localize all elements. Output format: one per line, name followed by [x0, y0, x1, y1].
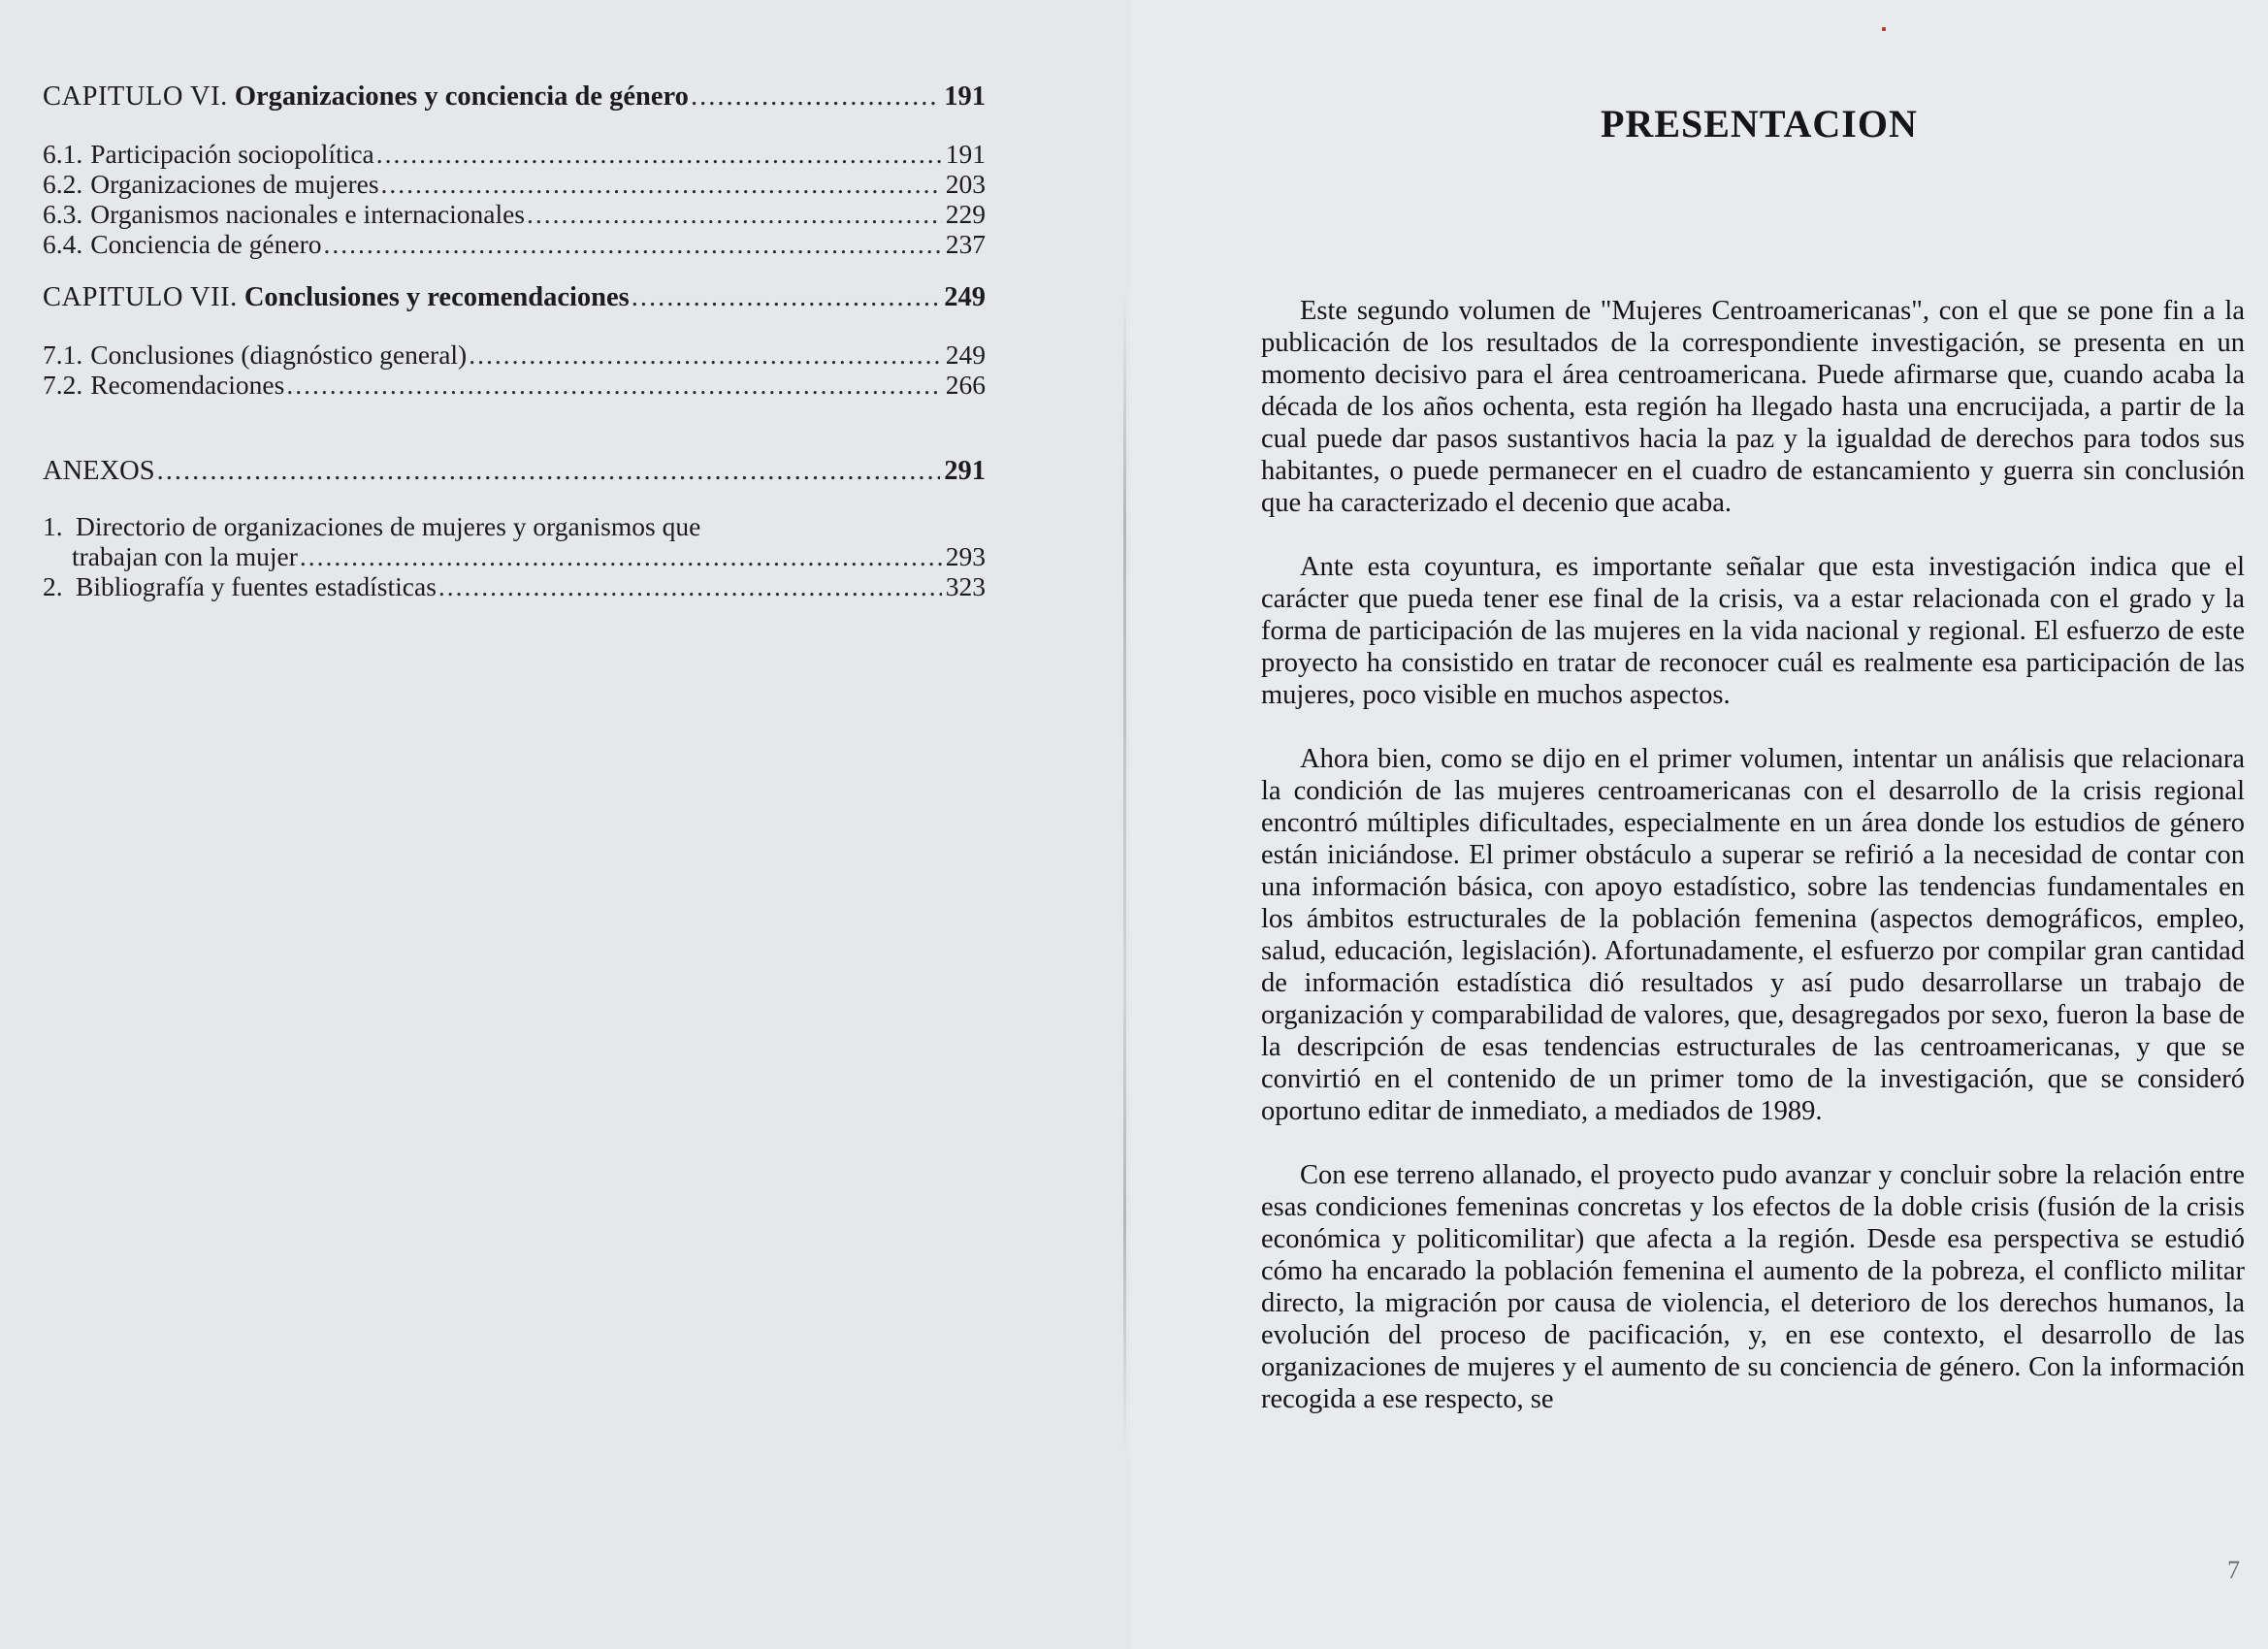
entry-title: Directorio de organizaciones de mujeres y organismos que — [76, 511, 701, 541]
toc-chapter-6 — [43, 81, 986, 112]
dot-leader — [632, 282, 941, 312]
page-ref: 229 — [945, 199, 986, 229]
dot-leader — [381, 169, 942, 199]
toc-annex — [43, 456, 986, 486]
entry-number: 7.1. — [43, 340, 83, 370]
entry-number: 6.1. — [43, 139, 83, 169]
page-ref: 323 — [945, 571, 986, 601]
paragraph: Ahora bien, como se dijo en el primer volumen, intentar un análisis que relacionara la condición de las mujeres centroamericanas con el desarrollo de la crisis regional encontró múltiples dificultades, especialmente en un área donde los estudios de género están iniciándose. El primer obstáculo a superar se refirió a la necesidad de contar con una información básica, con apoyo estadístico, sobre las tendencias fundamentales en los ámbitos estructurales de la población femenina (aspectos demográficos, empleo, salud, educación, legislación). Afortunadamente, el esfuerzo por compilar gran cantidad de información estadística dió resultados y así pudo desarrollarse un trabajo de organización y comparabilidad de valores, que, desagregados por sexo, fueron la base de la descripción de esas tendencias estructurales de las centroamericanas, y que se convirtió en el contenido de un primer tomo de la investigación, que se consideró oportuno editar de inmediato, a mediados de 1989. — [1261, 744, 2245, 1126]
entry-title: Participación sociopolítica — [90, 139, 374, 169]
entry-number: 2. — [43, 571, 63, 601]
entry-title: Organismos nacionales e internacionales — [90, 199, 525, 229]
annex-title: ANEXOS — [43, 456, 155, 486]
book-gutter — [1123, 291, 1126, 1455]
entry-number: 6.4. — [43, 229, 83, 259]
entry-title: Conclusiones (diagnóstico general) — [90, 340, 468, 370]
dot-leader — [300, 541, 942, 571]
chapter-title: Conclusiones y recomendaciones — [243, 282, 630, 312]
dot-leader — [469, 340, 942, 370]
page-ref: 249 — [945, 340, 986, 370]
chapter-prefix: CAPITULO VI. — [43, 81, 228, 112]
dot-leader — [438, 571, 942, 601]
print-speck — [1882, 27, 1886, 31]
dot-leader — [691, 81, 940, 112]
paragraph: Ante esta coyuntura, es importante señalar que esta investigación indica que el carácter que pueda tener ese final de la crisis, va a estar relacionada con el grado y la forma de participación de las mujeres en la vida nacional y regional. El esfuerzo de este proyecto ha consistido en tratar de reconocer cuál es realmente esa participación de las mujeres, poco visible en muchos aspectos. — [1261, 552, 2245, 710]
presentation-body — [1261, 295, 2245, 1447]
page-ref: 291 — [944, 456, 986, 486]
page-ref: 293 — [945, 541, 986, 571]
dot-leader — [376, 139, 942, 169]
entry-number: 6.2. — [43, 169, 83, 199]
entry-title: Recomendaciones — [90, 370, 285, 400]
page-ref: 191 — [944, 81, 986, 112]
left-page — [0, 0, 1130, 1649]
entry-number: 7.2. — [43, 370, 83, 400]
chapter-title: Organizaciones y conciencia de género — [234, 81, 689, 112]
paragraph: Este segundo volumen de "Mujeres Centroamericanas", con el que se pone fin a la publicación de los resultados de la correspondiente investigación, se presenta en un momento decisivo para el área centroamericana. Puede afirmarse que, cuando acaba la década de los años ochenta, esta región ha llegado hasta una encrucijada, a partir de la cual puede dar pasos sustantivos hacia la paz y la igualdad de derechos para todos sus habitantes, o puede permanecer en el cuadro de estancamiento y guerra sin conclusión que ha caracterizado el decenio que acaba. — [1261, 296, 2245, 518]
toc-entry-6-3 — [43, 199, 986, 229]
toc-entry-6-4 — [43, 229, 986, 259]
toc-chapter-7 — [43, 282, 986, 312]
entry-number: 6.3. — [43, 199, 83, 229]
dot-leader — [286, 370, 941, 400]
page-number: 7 — [2227, 1556, 2240, 1584]
chapter-prefix: CAPITULO VII. — [43, 282, 238, 312]
toc-annex-item-2 — [43, 571, 986, 601]
dot-leader — [157, 456, 941, 486]
toc-entry-7-2 — [43, 370, 986, 400]
entry-title: Bibliografía y fuentes estadísticas — [76, 571, 437, 601]
page-ref: 191 — [945, 139, 986, 169]
entry-title: Conciencia de género — [90, 229, 322, 259]
table-of-contents — [43, 81, 986, 601]
toc-entry-6-2 — [43, 169, 986, 199]
entry-number: 1. — [43, 511, 63, 541]
entry-title: Organizaciones de mujeres — [90, 169, 379, 199]
page-ref: 237 — [945, 229, 986, 259]
page-ref: 249 — [944, 282, 986, 312]
page-ref: 203 — [945, 169, 986, 199]
page-title: PRESENTACION — [1601, 102, 1918, 146]
toc-annex-item-1 — [43, 511, 986, 571]
toc-entry-6-1 — [43, 139, 986, 169]
toc-entry-7-1 — [43, 340, 986, 370]
dot-leader — [527, 199, 942, 229]
dot-leader — [323, 229, 941, 259]
paragraph: Con ese terreno allanado, el proyecto pudo avanzar y concluir sobre la relación entre esas condiciones femeninas concretas y los efectos de la doble crisis (fusión de la crisis económica y politicomilitar) que afecta a la región. Desde esa perspectiva se estudió cómo ha encarado la población femenina el aumento de la pobreza, el conflicto militar directo, la migración por causa de violencia, el deterioro de los derechos humanos, la evolución del proceso de pacificación, y, en ese contexto, el desarrollo de las organizaciones de mujeres y el aumento de su conciencia de género. Con la información recogida a ese respecto, se — [1261, 1160, 2245, 1414]
page-ref: 266 — [945, 370, 986, 400]
entry-title-continued: trabajan con la mujer — [72, 541, 298, 571]
